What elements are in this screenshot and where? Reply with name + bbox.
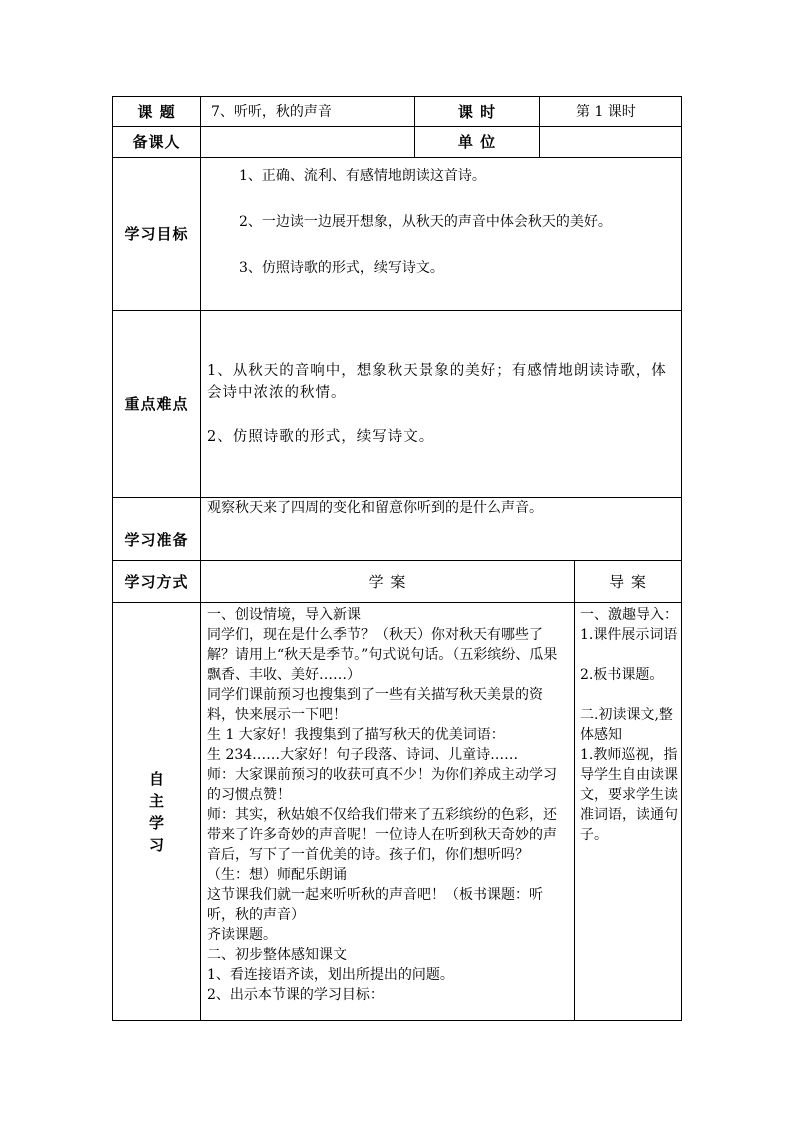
plan-line: 齐读课题。 xyxy=(207,927,277,943)
key-point-item: 1、从秋天的音响中，想象秋天景象的美好；有感情地朗读诗歌，体会诗中浓浓的秋情。 xyxy=(207,363,667,401)
goal-item: 3、仿照诗歌的形式，续写诗文。 xyxy=(239,260,444,276)
plan-line: 生 1 大家好！我搜集到了描写秋天的优美词语： xyxy=(207,727,505,743)
plan-line: 一、创设情境，导入新课 xyxy=(207,607,361,623)
self-study-char: 习 xyxy=(148,835,164,854)
guide-spacer xyxy=(580,685,678,705)
plan-line: 生 234……大家好！句子段落、诗词、儿童诗…… xyxy=(207,747,519,763)
method-label: 学习方式 xyxy=(113,561,201,603)
plan-line: 1、看连接语齐读，划出所提出的问题。 xyxy=(207,967,454,983)
plan-line: 这节课我们就一起来听听秋的声音吧！（板书课题：听听，秋的声音） xyxy=(207,887,543,923)
unit-label: 单 位 xyxy=(415,127,540,158)
unit-value xyxy=(540,127,682,158)
self-study-label xyxy=(113,603,201,1021)
preparation-text: 观察秋天来了四周的变化和留意你听到的是什么声音。 xyxy=(201,498,682,561)
preparation-label: 学习准备 xyxy=(113,498,201,561)
key-points-label: 重点难点 xyxy=(113,311,201,498)
goals-label: 学习目标 xyxy=(113,158,201,311)
period-value: 第 1 课时 xyxy=(540,97,682,127)
guide-line: 1.课件展示词语 xyxy=(580,627,678,643)
lesson-plan-page xyxy=(112,96,681,1021)
plan-line: 同学们，现在是什么季节？（秋天）你对秋天有哪些了解？请用上“秋天是季节。”句式说句话。（五彩缤纷、瓜果飘香、丰收、美好……） xyxy=(207,627,558,683)
guide-line: 一、激趣导入： xyxy=(580,607,678,623)
plan-line: 师：其实，秋姑娘不仅给我们带来了五彩缤纷的色彩，还带来了许多奇妙的声音呢！一位诗人在听到秋天奇妙的声音后，写下了一首优美的诗。孩子们，你们想听吗？ （生：想）师配乐朗诵 xyxy=(207,807,557,883)
subject-label: 课 题 xyxy=(113,97,201,127)
guide-line: 二.初读课文,整体感知 xyxy=(580,707,673,743)
guide-line: 1.教师巡视，指导学生自由读课文，要求学生读准词语，读通句子。 xyxy=(580,747,678,843)
preparer-label: 备课人 xyxy=(113,127,201,158)
guide-line: 2.板书课题。 xyxy=(580,667,664,683)
self-study-char: 主 xyxy=(148,791,164,810)
subject-value: 7、听听，秋的声音 xyxy=(201,97,415,127)
period-label: 课 时 xyxy=(415,97,540,127)
plan-line: 师：大家课前预习的收获可真不少！为你们养成主动学习的习惯点赞！ xyxy=(207,767,557,803)
goals-content xyxy=(201,158,682,311)
guide-header: 导 案 xyxy=(575,561,682,603)
plan-line: 同学们课前预习也搜集到了一些有关描写秋天美景的资料，快来展示一下吧！ xyxy=(207,687,543,723)
self-study-char: 学 xyxy=(148,813,164,832)
lesson-plan-table xyxy=(112,96,682,1021)
plan-line: 2、出示本节课的学习目标： xyxy=(207,987,384,1003)
plan-header: 学 案 xyxy=(201,561,575,603)
key-point-item: 2、仿照诗歌的形式，续写诗文。 xyxy=(207,429,435,445)
plan-line: 二、初步整体感知课文 xyxy=(207,947,347,963)
guide-spacer xyxy=(580,645,678,665)
key-points-content xyxy=(201,311,682,498)
preparer-value xyxy=(201,127,415,158)
self-study-char: 自 xyxy=(148,769,164,788)
goal-item: 1、正确、流利、有感情地朗读这首诗。 xyxy=(239,168,486,184)
guide-content xyxy=(575,603,682,1021)
goal-item: 2、一边读一边展开想象，从秋天的声音中体会秋天的美好。 xyxy=(239,214,612,230)
plan-content xyxy=(201,603,575,1021)
